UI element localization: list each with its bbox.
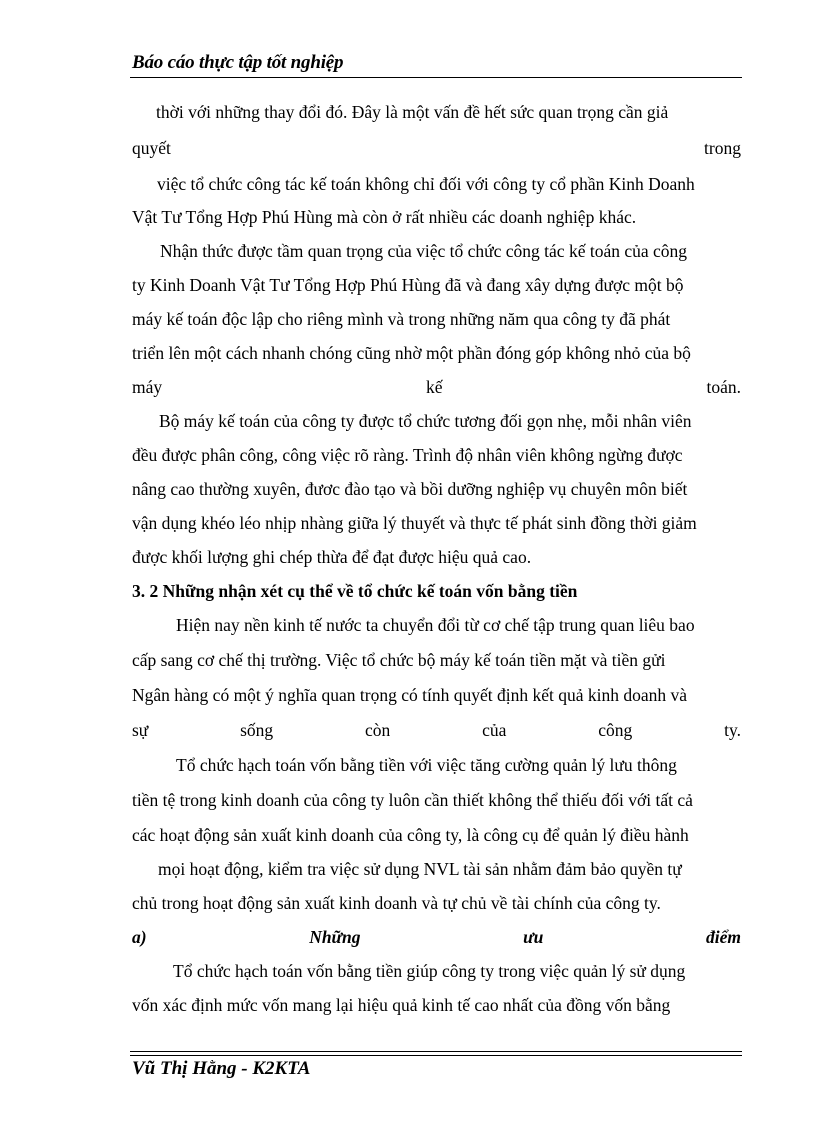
paragraph-line: Tổ chức hạch toán vốn bằng tiền giúp công ty trong việc quản lý sử dụng bbox=[173, 961, 686, 981]
paragraph-line bbox=[132, 137, 741, 159]
word: quyết bbox=[132, 138, 171, 158]
word: ty. bbox=[724, 720, 741, 740]
paragraph-line: Vật Tư Tổng Hợp Phú Hùng mà còn ở rất nhiều các doanh nghiệp khác. bbox=[132, 207, 637, 227]
paragraph-line: nâng cao thường xuyên, đươc đào tạo và bồi dưỡng nghiệp vụ chuyên môn biết bbox=[132, 479, 688, 499]
paragraph-line: Bộ máy kế toán của công ty được tổ chức tương đối gọn nhẹ, mỗi nhân viên bbox=[159, 411, 692, 431]
paragraph-line: mọi hoạt động, kiểm tra việc sử dụng NVL tài sản nhằm đảm bảo quyền tự bbox=[158, 859, 682, 879]
paragraph-line: triển lên một cách nhanh chóng cũng nhờ một phần đóng góp không nhỏ của bộ bbox=[132, 343, 691, 363]
paragraph-line: vốn xác định mức vốn mang lại hiệu quả kinh tế cao nhất của đồng vốn bằng bbox=[132, 995, 671, 1015]
paragraph-line: Tổ chức hạch toán vốn bằng tiền với việc tăng cường quản lý lưu thông bbox=[176, 755, 677, 775]
paragraph-line: vận dụng khéo léo nhịp nhàng giữa lý thuyết và thực tế phát sinh đồng thời giảm bbox=[132, 513, 697, 533]
paragraph-line: việc tổ chức công tác kế toán không chỉ đối với công ty cổ phần Kinh Doanh bbox=[157, 174, 695, 194]
footer-rule bbox=[130, 1051, 742, 1052]
paragraph-line: thời với những thay đổi đó. Đây là một vấn đề hết sức quan trọng cần giả bbox=[156, 102, 669, 122]
word: của bbox=[482, 720, 507, 740]
paragraph-line: Nhận thức được tầm quan trọng của việc tổ chức công tác kế toán của công bbox=[160, 241, 688, 261]
word: sống bbox=[240, 720, 274, 740]
word: ưu bbox=[523, 927, 544, 947]
word: sự bbox=[132, 720, 149, 740]
paragraph-line: ty Kinh Doanh Vật Tư Tổng Hợp Phú Hùng đã và đang xây dựng được một bộ bbox=[132, 275, 684, 295]
paragraph-line: đều được phân công, công việc rõ ràng. Trình độ nhân viên không ngừng được bbox=[132, 445, 683, 465]
paragraph-line: Hiện nay nền kinh tế nước ta chuyển đổi từ cơ chế tập trung quan liêu bao bbox=[176, 615, 695, 635]
paragraph-line bbox=[132, 719, 741, 741]
paragraph-line: cấp sang cơ chế thị trường. Việc tổ chức bộ máy kế toán tiền mặt và tiền gửi bbox=[132, 650, 666, 670]
paragraph-line: máy kế toán độc lập cho riêng mình và trong những năm qua công ty đã phát bbox=[132, 309, 671, 329]
section-heading: 3. 2 Những nhận xét cụ thể về tổ chức kế toán vốn bằng tiền bbox=[132, 581, 578, 601]
word: máy bbox=[132, 377, 163, 397]
paragraph-line: tiền tệ trong kinh doanh của công ty luôn cần thiết không thể thiếu đối với tất cả bbox=[132, 790, 693, 810]
word: Những bbox=[309, 927, 361, 947]
paragraph-line: được khối lượng ghi chép thừa để đạt được hiệu quả cao. bbox=[132, 547, 532, 567]
paragraph-line: chủ trong hoạt động sản xuất kinh doanh và tự chủ về tài chính của công ty. bbox=[132, 893, 661, 913]
subsection-heading bbox=[132, 926, 741, 948]
word: công bbox=[598, 720, 633, 740]
footer-rule-thin bbox=[130, 1055, 742, 1056]
paragraph-line: các hoạt động sản xuất kinh doanh của công ty, là công cụ để quản lý điều hành bbox=[132, 825, 689, 845]
word: trong bbox=[704, 138, 741, 158]
word: điểm bbox=[705, 927, 741, 947]
word: a) bbox=[132, 927, 147, 947]
word: toán. bbox=[706, 377, 741, 397]
paragraph-line: Ngân hàng có một ý nghĩa quan trọng có tính quyết định kết quả kinh doanh và bbox=[132, 685, 688, 705]
header-title: Báo cáo thực tập tốt nghiệp bbox=[132, 52, 344, 73]
word: kế bbox=[426, 377, 443, 397]
footer-author: Vũ Thị Hằng - K2KTA bbox=[132, 1058, 311, 1079]
word: còn bbox=[365, 720, 391, 740]
paragraph-line bbox=[132, 376, 741, 398]
header-rule bbox=[130, 77, 742, 78]
